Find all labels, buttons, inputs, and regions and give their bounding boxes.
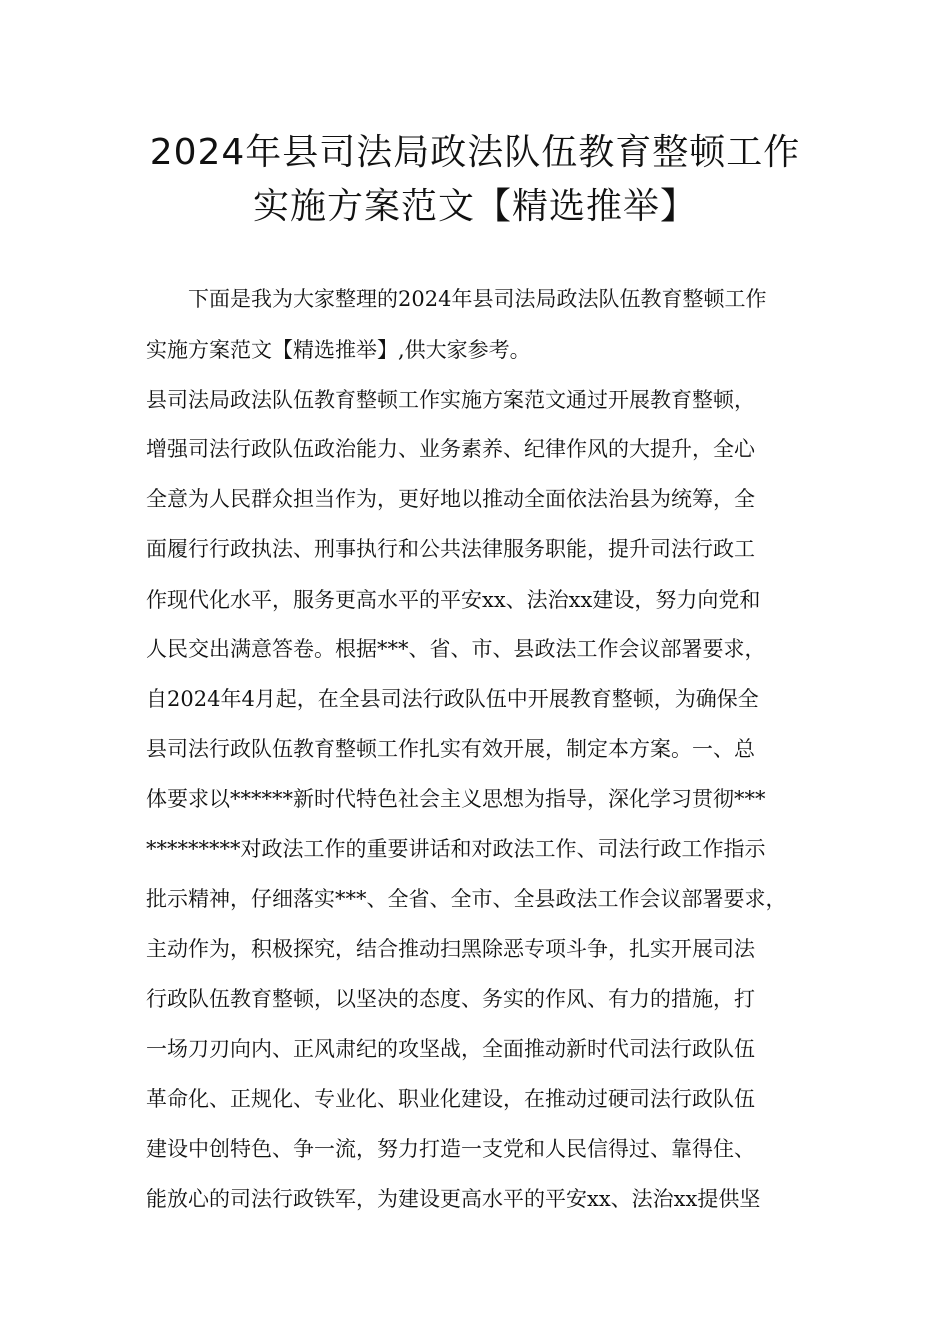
body-line: 面履行行政执法、刑事执行和公共法律服务职能，提升司法行政工	[146, 537, 755, 561]
body-line: 行政队伍教育整顿，以坚决的态度、务实的作风、有力的措施，打	[146, 987, 755, 1011]
body-line: 批示精神，仔细落实***、全省、全市、全县政法工作会议部署要求，	[146, 887, 787, 911]
body-line: 能放心的司法行政铁军，为建设更高水平的平安xx、法治xx提供坚	[146, 1187, 761, 1211]
body-line: 实施方案范文【精选推举】,供大家参考。	[146, 338, 531, 362]
body-line: 自2024年4月起，在全县司法行政队伍中开展教育整顿，为确保全	[146, 687, 759, 711]
body-line: 一场刀刃向内、正风肃纪的攻坚战，全面推动新时代司法行政队伍	[146, 1037, 755, 1061]
body-line: 全意为人民群众担当作为，更好地以推动全面依法治县为统筹，全	[146, 487, 755, 511]
body-line: 县司法局政法队伍教育整顿工作实施方案范文通过开展教育整顿，	[146, 388, 755, 412]
body-line: 县司法行政队伍教育整顿工作扎实有效开展，制定本方案。一、总	[146, 737, 755, 761]
body-line: 作现代化水平，服务更高水平的平安xx、法治xx建设，努力向党和	[146, 588, 761, 612]
body-line: 建设中创特色、争一流，努力打造一支党和人民信得过、靠得住、	[146, 1137, 755, 1161]
document-title-line-2: 实施方案范文【精选推举】	[252, 186, 697, 227]
body-line: *********对政法工作的重要讲话和对政法工作、司法行政工作指示	[146, 837, 766, 861]
body-line: 下面是我为大家整理的2024年县司法局政法队伍教育整顿工作	[188, 287, 767, 311]
body-line: 人民交出满意答卷。根据***、省、市、县政法工作会议部署要求，	[146, 637, 766, 661]
body-line: 体要求以******新时代特色社会主义思想为指导，深化学习贯彻***	[146, 787, 766, 811]
body-line: 增强司法行政队伍政治能力、业务素养、纪律作风的大提升，全心	[146, 437, 755, 461]
body-line: 革命化、正规化、专业化、职业化建设，在推动过硬司法行政队伍	[146, 1087, 755, 1111]
document-title-line-1: 2024年县司法局政法队伍教育整顿工作	[149, 132, 801, 173]
body-line: 主动作为，积极探究，结合推动扫黑除恶专项斗争，扎实开展司法	[146, 937, 755, 961]
